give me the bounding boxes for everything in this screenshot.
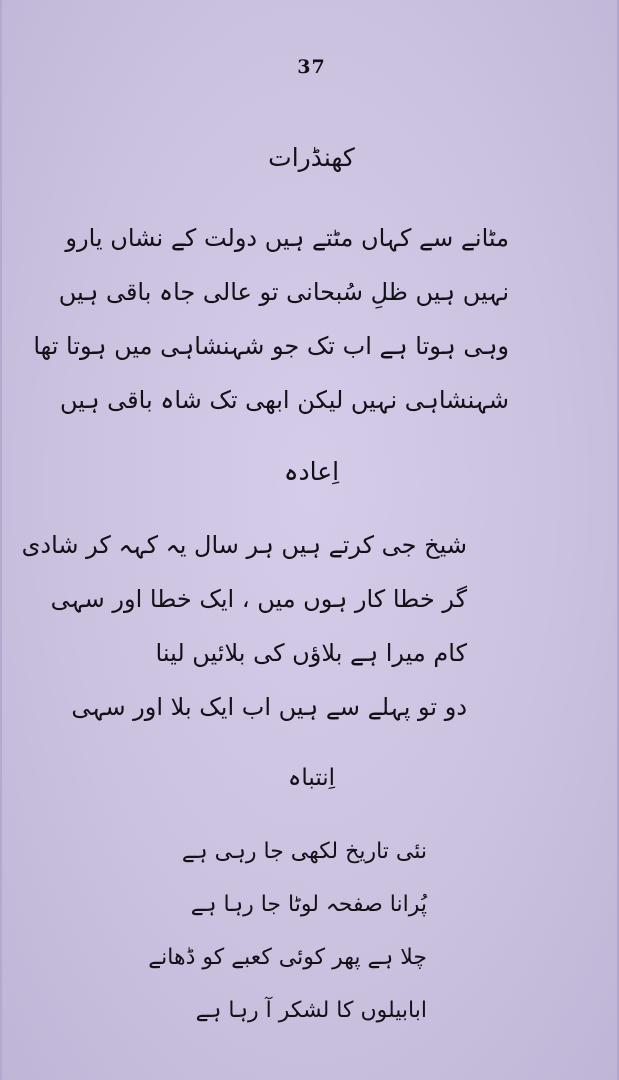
poem-stanza-khandarat: [33, 224, 509, 442]
poem-line: چلا ہے پھر کوئی کعبے کو ڈھانے: [148, 945, 427, 970]
poem-line: نہیں ہیں ظلِ سُبحانی تو عالی جاہ باقی ہیں: [58, 278, 509, 306]
poem-line: کام میرا ہے بلاؤں کی بلائیں لینا: [155, 639, 467, 667]
poem-title-khandarat: کھنڈرات: [268, 143, 355, 172]
page-number: 37: [297, 56, 326, 78]
poem-stanza-intibah: [148, 839, 427, 1053]
poem-line: شہنشاہی نہیں لیکن ابھی تک شاہ باقی ہیں: [59, 386, 509, 414]
poem-stanza-iaada: [21, 531, 467, 749]
poem-line: پُرانا صفحہ لوٹا جا رہا ہے: [190, 892, 427, 917]
poem-line: ابابیلوں کا لشکر آ رہا ہے: [195, 998, 427, 1023]
poem-line: شیخ جی کرتے ہیں ہر سال یہ کہہ کر شادی: [21, 531, 467, 559]
poem-line: نئی تاریخ لکھی جا رہی ہے: [181, 839, 427, 864]
poem-title-intibah: اِنتباہ: [287, 765, 336, 791]
poem-line: گر خطا کار ہوں میں ، ایک خطا اور سہی: [50, 585, 467, 613]
poem-line: وہی ہوتا ہے اب تک جو شہنشاہی میں ہوتا تھا: [33, 332, 509, 360]
poem-title-iaada: اِعادہ: [283, 457, 340, 486]
poem-line: مٹانے سے کہاں مٹتے ہیں دولت کے نشاں یارو: [65, 224, 509, 252]
poem-line: دو تو پہلے سے ہیں اب ایک بلا اور سہی: [71, 693, 467, 721]
